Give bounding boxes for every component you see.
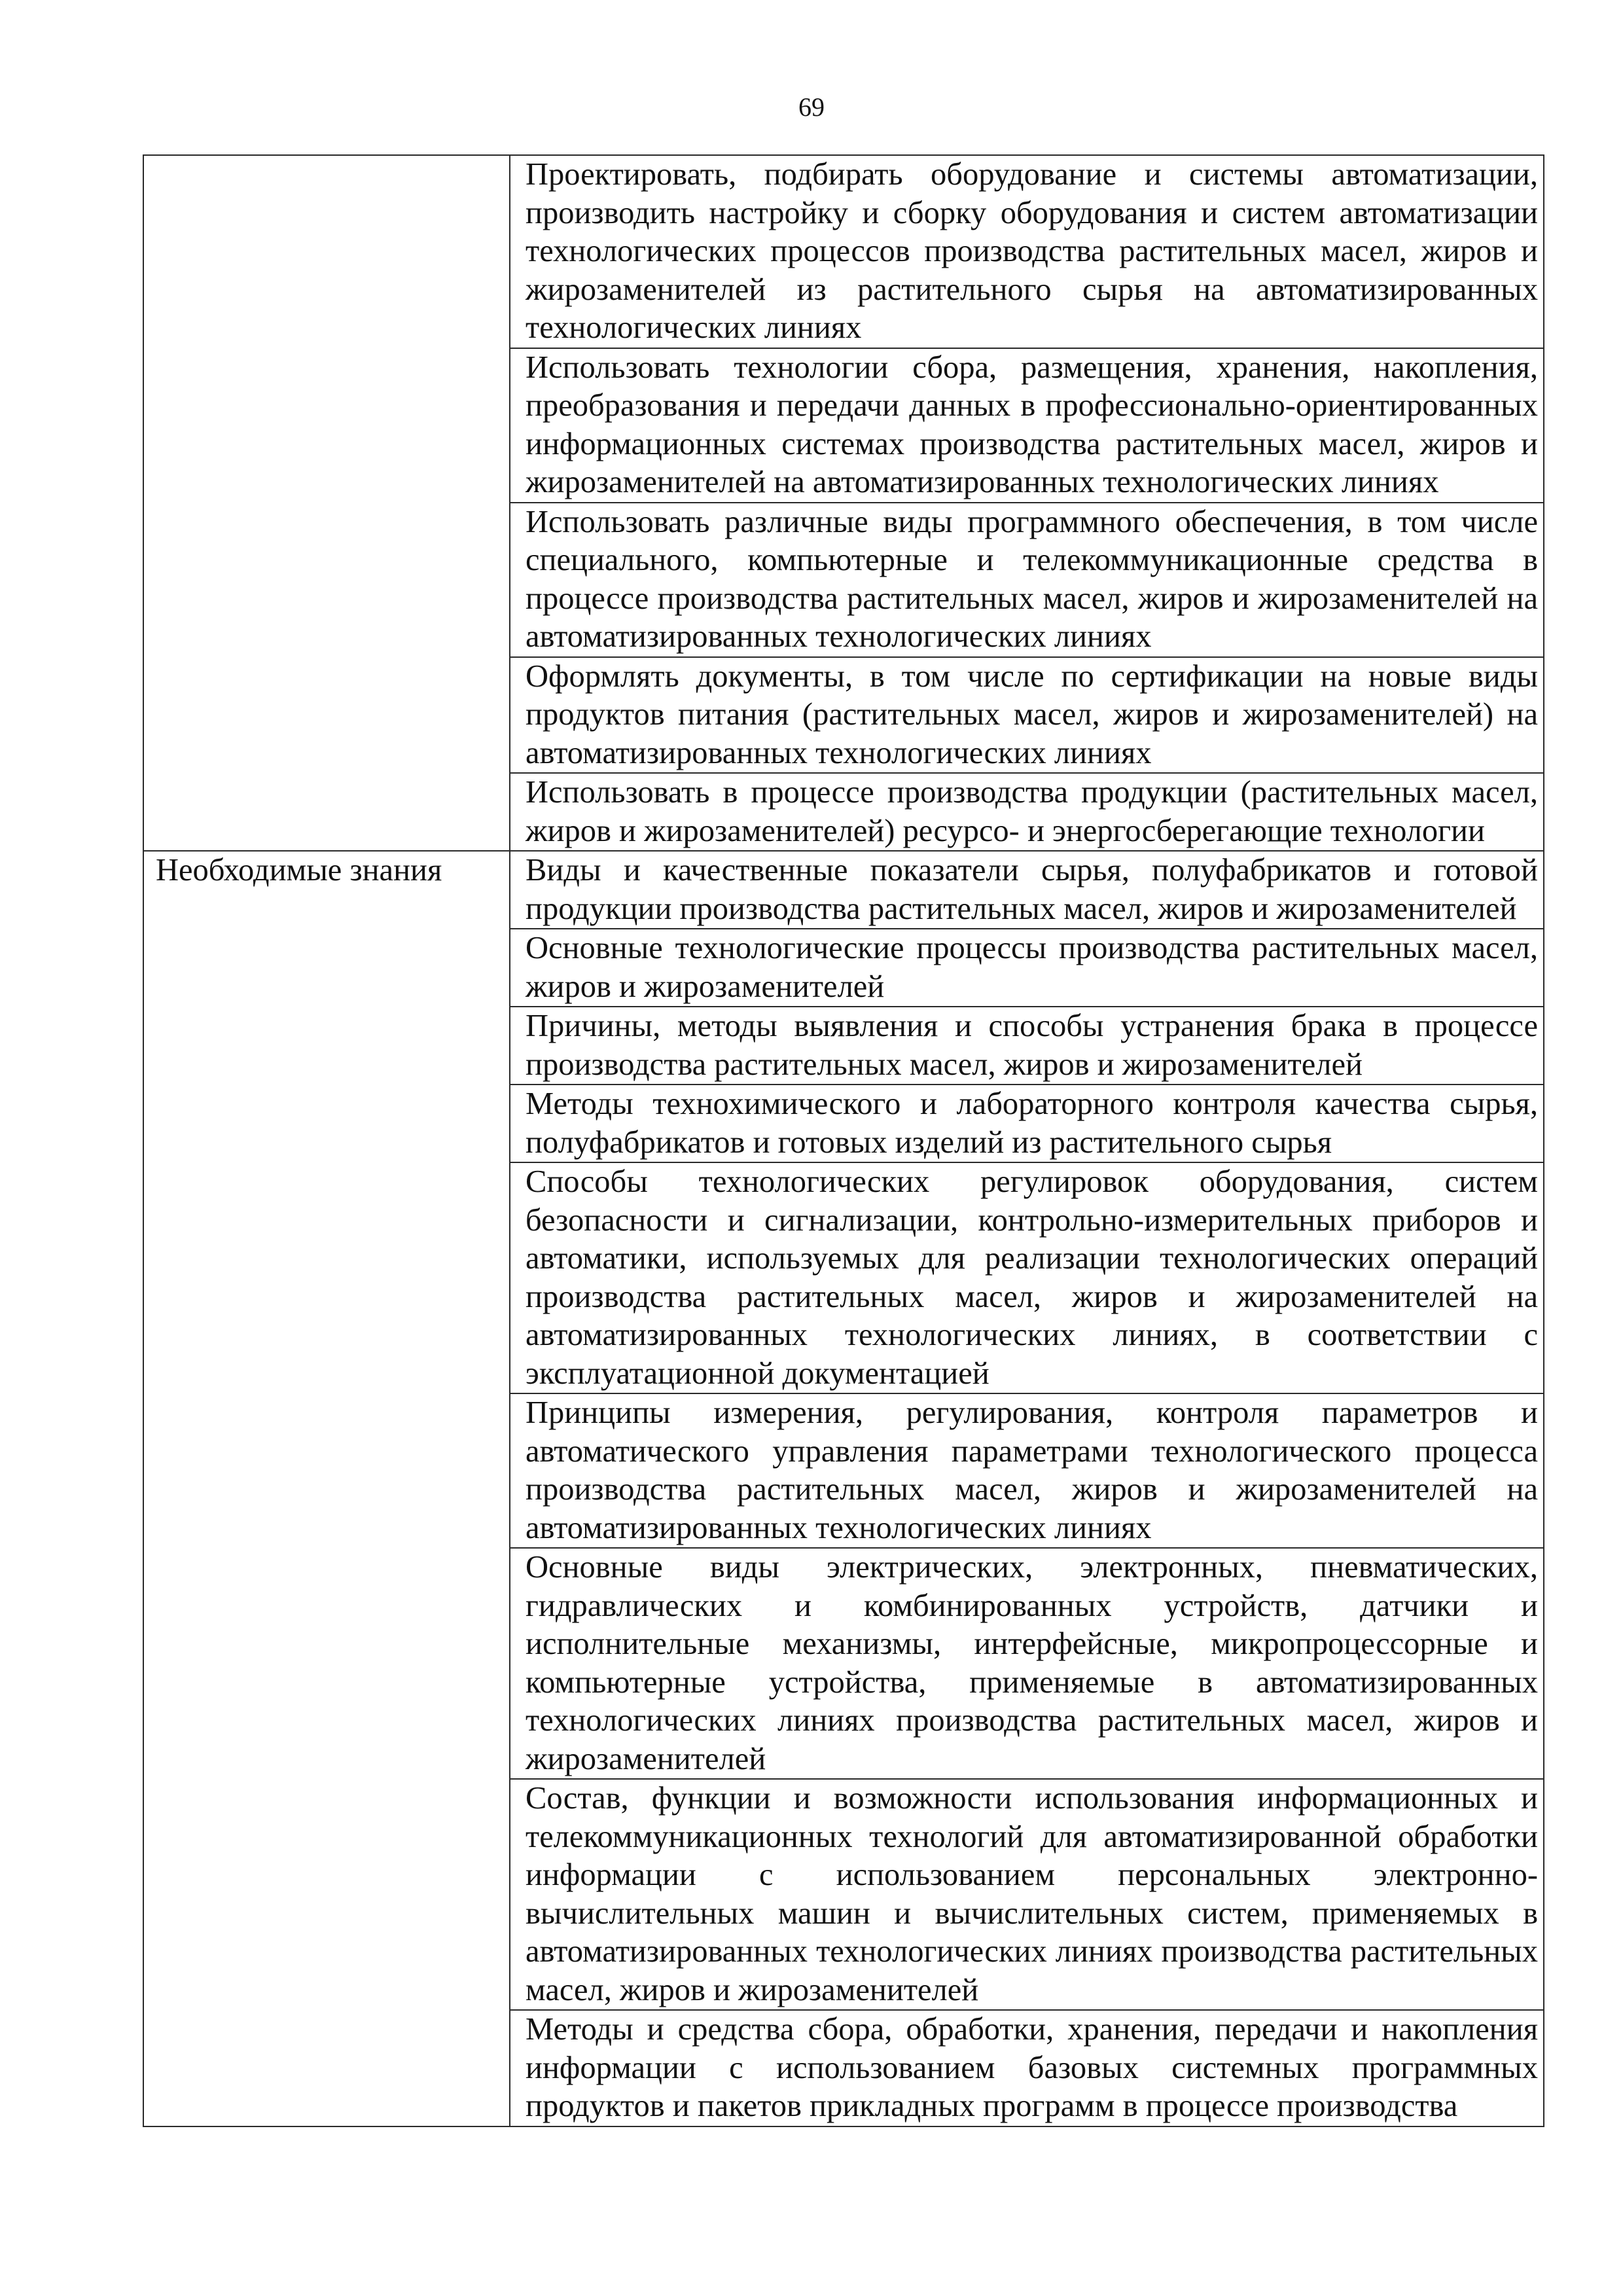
knowledge-item: Основные виды электрических, электронных, пневматических, гидравлических и комбинированных устройств, датчики и исполнительные механизмы, интерфейсные, микропроцессорные и компьютерные устройства, применяемые в автоматизированных технологических линиях производства растительных масел, жиров и жирозаменителей [526,1550,1538,1776]
table-cell [510,1085,1544,1162]
knowledge-item: Состав, функции и возможности использования информационных и телекоммуникационных технологий для автоматизированной обработки информации с использованием персональных электронно-вычислительных машин и вычислительных систем, применяемых в автоматизированных технологических линиях производства растительных масел, жиров и жирозаменителей [526,1781,1538,2007]
table-cell [510,1779,1544,2010]
knowledge-item: Принципы измерения, регулирования, контроля параметров и автоматического управления параметрами технологического процесса производства растительных масел, жиров и жирозаменителей на автоматизированных технологических линиях [526,1395,1538,1545]
knowledge-item: Основные технологические процессы производства растительных масел, жиров и жирозаменителей [526,931,1538,1004]
table-cell [510,851,1544,929]
ability-item: Проектировать, подбирать оборудование и системы автоматизации, производить настройку и сборку оборудования и систем автоматизации технологических процессов производства растительных масел, жиров и жирозаменителей из растительного сырья на автоматизированных технологических линиях [526,157,1538,345]
ability-item: Использовать различные виды программного обеспечения, в том числе специального, компьютерные и телекоммуникационные средства в процессе производства растительных масел, жиров и жирозаменителей на автоматизированных технологических линиях [526,504,1538,654]
table-cell [510,2010,1544,2126]
table-row [143,155,1544,348]
table-cell [510,773,1544,851]
knowledge-item: Методы и средства сбора, обработки, хранения, передачи и накопления информации с использованием базовых системных программных продуктов и пакетов прикладных программ в процессе производства [526,2012,1538,2123]
table-cell [510,155,1544,348]
table-cell [510,1007,1544,1085]
section-label-cell [143,851,510,2126]
knowledge-item: Методы технохимического и лабораторного контроля качества сырья, полуфабрикатов и готовых изделий из растительного сырья [526,1086,1538,1160]
ability-item: Использовать технологии сбора, размещения, хранения, накопления, преобразования и передачи данных в профессионально-ориентированных информационных системах производства растительных масел, жиров и жирозаменителей на автоматизированных технологических линиях [526,350,1538,499]
table-cell [510,503,1544,657]
knowledge-item: Виды и качественные показатели сырья, полуфабрикатов и готовой продукции производства растительных масел, жиров и жирозаменителей [526,853,1538,926]
knowledge-item: Способы технологических регулировок оборудования, систем безопасности и сигнализации, контрольно-измерительных приборов и автоматики, используемых для реализации технологических операций производства растительных масел, жиров и жирозаменителей на автоматизированных технологических линиях, в соответствии с эксплуатационной документацией [526,1164,1538,1391]
section-label-cell [143,155,510,851]
table-cell [510,348,1544,503]
table-cell [510,929,1544,1007]
table-cell [510,1162,1544,1393]
table-cell [510,1548,1544,1779]
table-cell [510,657,1544,774]
skills-knowledge-table [143,154,1544,2127]
ability-item: Оформлять документы, в том числе по сертификации на новые виды продуктов питания (растительных масел, жиров и жирозаменителей) на автоматизированных технологических линиях [526,658,1538,770]
knowledge-item: Причины, методы выявления и способы устранения брака в процессе производства растительных масел, жиров и жирозаменителей [526,1009,1538,1082]
page-number: 69 [798,92,825,122]
section-label: Необходимые знания [156,853,442,888]
table-row [143,851,1544,929]
table-cell [510,1393,1544,1548]
ability-item: Использовать в процессе производства продукции (растительных масел, жиров и жирозаменителей) ресурсо- и энергосберегающие технологии [526,775,1538,848]
